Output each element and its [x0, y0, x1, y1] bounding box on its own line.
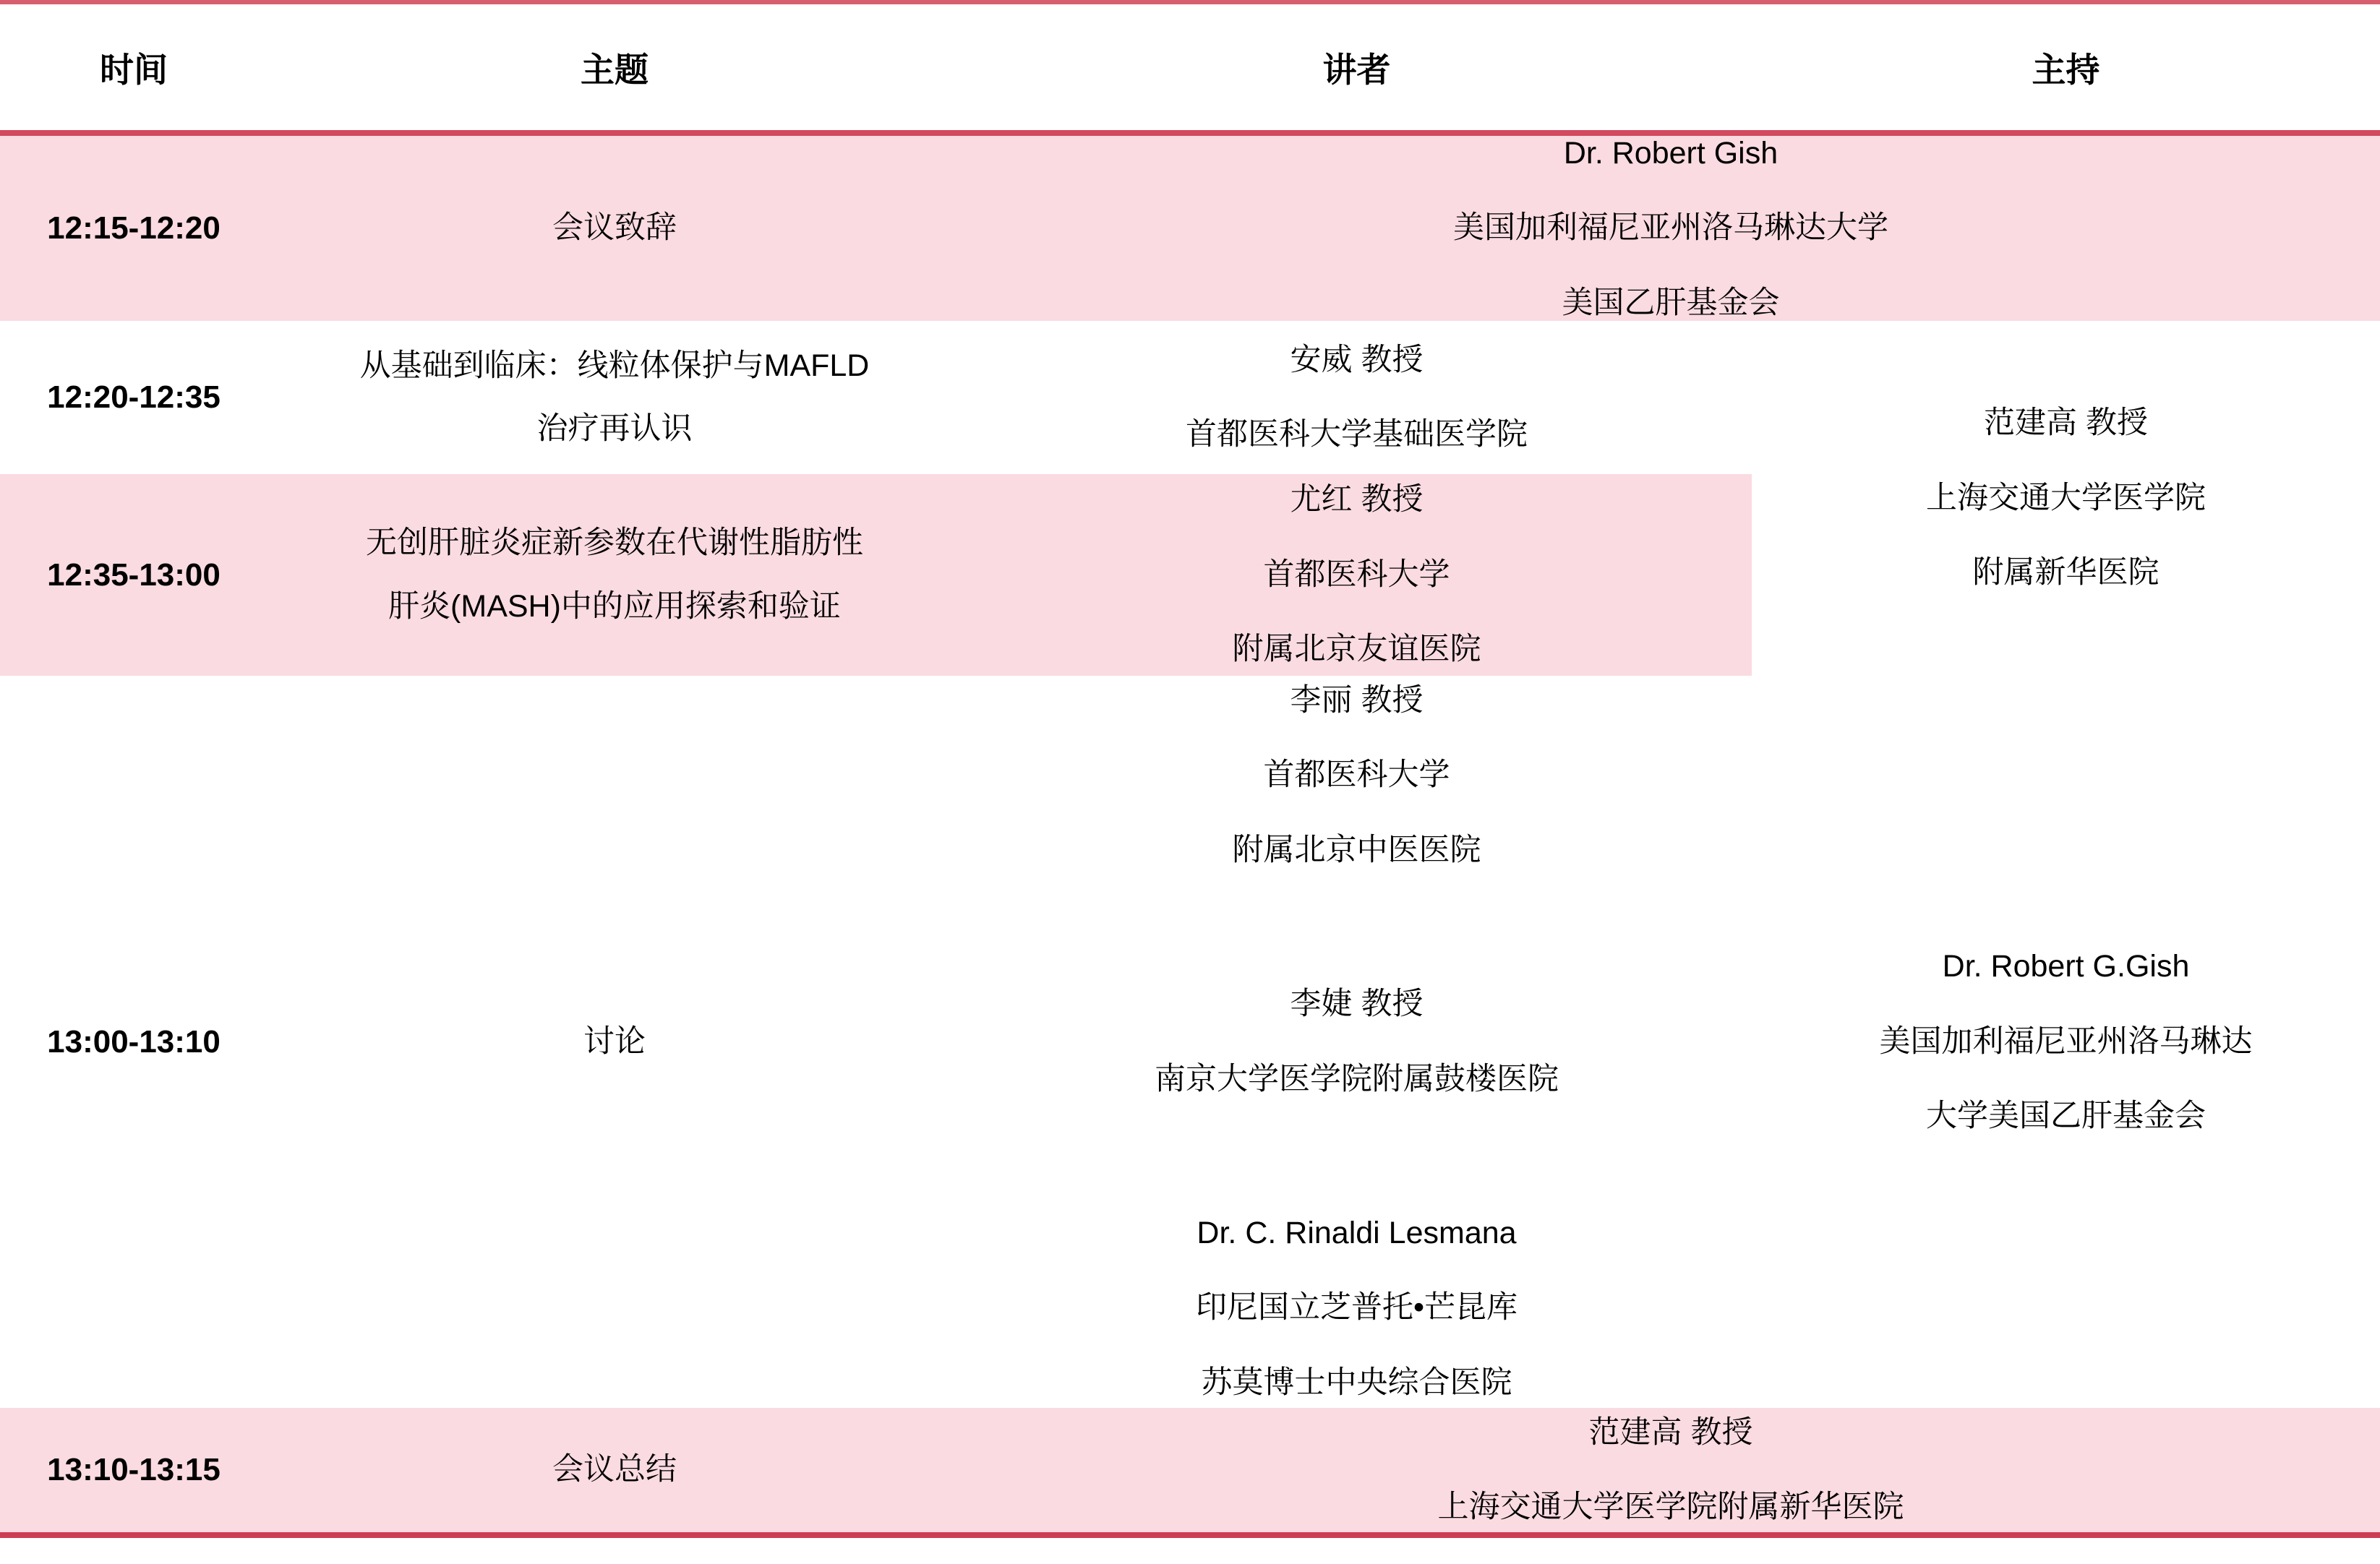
header-cell-topic: 主题 [267, 4, 962, 133]
speaker-affiliation: 美国加利福尼亚州洛马琳达大学 [1453, 210, 1888, 246]
speaker-name: 李婕 教授 [1290, 987, 1424, 1022]
topic-line: 肝炎(MASH)中的应用探索和验证 [388, 588, 841, 624]
time-cell: 12:15-12:20 [0, 133, 267, 321]
topic-cell [267, 133, 962, 321]
discussant-block [962, 1216, 1752, 1401]
host-name: Dr. Robert G.Gish [1942, 949, 2190, 984]
time-cell: 12:20-12:35 [0, 321, 267, 474]
speaker-host-merged-cell [962, 1408, 2380, 1535]
speaker-name: 李丽 教授 [1290, 683, 1424, 718]
speaker-affiliation: 首都医科大学基础医学院 [1186, 417, 1528, 452]
speaker-name: 尤红 教授 [1290, 482, 1424, 517]
discussant-block [962, 987, 1752, 1097]
host-name: 范建高 教授 [1984, 405, 2148, 441]
speaker-name: Dr. C. Rinaldi Lesmana [1197, 1215, 1517, 1250]
discussant-stack [962, 679, 1752, 1405]
host-affiliation: 大学美国乙肝基金会 [1926, 1099, 2206, 1134]
speaker-affiliation: 附属北京友谊医院 [1232, 632, 1481, 667]
table-row-lecture-1 [0, 321, 2380, 474]
speaker-affiliation: 附属北京中医医院 [1232, 832, 1481, 867]
time-cell: 12:35-13:00 [0, 474, 267, 676]
speaker-affiliation: 南京大学医学院附属鼓楼医院 [1155, 1061, 1559, 1096]
host-cell [1752, 676, 2380, 1408]
header-row [0, 4, 2380, 133]
speaker-affiliation: 印尼国立芝普托•芒昆库 [1195, 1290, 1518, 1325]
speaker-name: 范建高 教授 [1588, 1414, 1753, 1450]
header-cell-host: 主持 [1752, 4, 2380, 133]
speaker-cell [962, 474, 1752, 676]
host-cell [1752, 321, 2380, 676]
table-row-opening [0, 133, 2380, 321]
topic-line: 从基础到临床：线粒体保护与MAFLD [359, 348, 870, 383]
speaker-host-merged-cell [962, 133, 2380, 321]
host-affiliation: 美国加利福尼亚州洛马琳达 [1879, 1023, 2253, 1059]
speaker-affiliation: 首都医科大学 [1263, 557, 1450, 592]
time-cell: 13:10-13:15 [0, 1408, 267, 1535]
host-affiliation: 附属新华医院 [1972, 555, 2159, 590]
topic-cell [267, 1408, 962, 1535]
topic-line: 治疗再认识 [536, 411, 693, 446]
time-cell: 13:00-13:10 [0, 676, 267, 1408]
topic-line: 会议致辞 [552, 210, 677, 246]
speaker-affiliation: 首都医科大学 [1263, 757, 1450, 793]
speaker-name: 安威 教授 [1290, 342, 1424, 377]
header-cell-time: 时间 [0, 4, 267, 133]
speaker-affiliation: 上海交通大学医学院附属新华医院 [1437, 1490, 1904, 1524]
speaker-cell [962, 676, 1752, 1408]
topic-cell [267, 321, 962, 474]
speaker-cell [962, 321, 1752, 474]
speaker-affiliation: 美国乙肝基金会 [1562, 285, 1780, 320]
topic-line: 会议总结 [552, 1452, 677, 1487]
topic-cell [267, 676, 962, 1408]
discussant-block [962, 683, 1752, 868]
speaker-name: Dr. Robert Gish [1563, 135, 1778, 171]
table-row-closing [0, 1408, 2380, 1535]
agenda-table [0, 4, 2380, 1538]
host-affiliation: 上海交通大学医学院 [1926, 480, 2206, 515]
speaker-affiliation: 苏莫博士中央综合医院 [1201, 1365, 1512, 1400]
topic-line: 无创肝脏炎症新参数在代谢性脂肪性 [366, 525, 863, 561]
table-row-discussion [0, 676, 2380, 1408]
header-cell-speaker: 讲者 [962, 4, 1752, 133]
topic-cell [267, 474, 962, 676]
topic-line: 讨论 [583, 1023, 646, 1059]
